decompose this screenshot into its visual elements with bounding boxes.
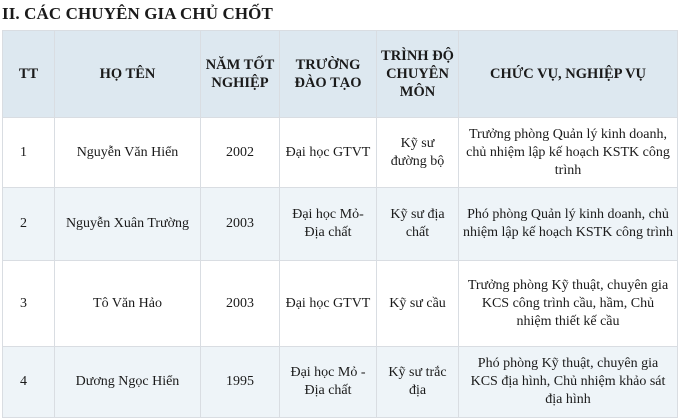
header-tt: TT [3, 31, 55, 118]
cell-level: Kỹ sư trắc địa [377, 347, 459, 418]
cell-year: 2003 [201, 188, 280, 261]
table-row [3, 347, 678, 418]
section-title: II. CÁC CHUYÊN GIA CHỦ CHỐT [2, 4, 273, 23]
cell-tt: 2 [3, 188, 55, 261]
header-level: TRÌNH ĐỘ CHUYÊN MÔN [377, 31, 459, 118]
experts-table [2, 30, 678, 418]
cell-year: 2003 [201, 261, 280, 347]
cell-tt: 1 [3, 118, 55, 188]
table-row [3, 188, 678, 261]
cell-name: Nguyễn Xuân Trường [55, 188, 201, 261]
cell-school: Đại học GTVT [280, 118, 377, 188]
cell-role: Phó phòng Kỹ thuật, chuyên gia KCS địa hình, Chủ nhiệm khảo sát địa hình [459, 347, 678, 418]
cell-role: Phó phòng Quản lý kinh doanh, chủ nhiệm lập kế hoạch KSTK công trình [459, 188, 678, 261]
cell-level: Kỹ sư đường bộ [377, 118, 459, 188]
cell-role: Trưởng phòng Quản lý kinh doanh, chủ nhiệm lập kế hoạch KSTK công trình [459, 118, 678, 188]
cell-year: 1995 [201, 347, 280, 418]
table-header-row [3, 31, 678, 118]
table-row [3, 118, 678, 188]
cell-name: Dương Ngọc Hiển [55, 347, 201, 418]
cell-role: Trưởng phòng Kỹ thuật, chuyên gia KCS công trình cầu, hầm, Chủ nhiệm thiết kế cầu [459, 261, 678, 347]
cell-tt: 4 [3, 347, 55, 418]
header-year: NĂM TỐT NGHIỆP [201, 31, 280, 118]
cell-school: Đại học GTVT [280, 261, 377, 347]
header-school: TRƯỜNG ĐÀO TẠO [280, 31, 377, 118]
cell-level: Kỹ sư cầu [377, 261, 459, 347]
cell-level: Kỹ sư địa chất [377, 188, 459, 261]
header-role: CHỨC VỤ, NGHIỆP VỤ [459, 31, 678, 118]
header-name: HỌ TÊN [55, 31, 201, 118]
cell-name: Tô Văn Hảo [55, 261, 201, 347]
cell-school: Đại học Mỏ-Địa chất [280, 188, 377, 261]
table-row [3, 261, 678, 347]
cell-name: Nguyễn Văn Hiển [55, 118, 201, 188]
cell-school: Đại học Mỏ - Địa chất [280, 347, 377, 418]
cell-year: 2002 [201, 118, 280, 188]
cell-tt: 3 [3, 261, 55, 347]
